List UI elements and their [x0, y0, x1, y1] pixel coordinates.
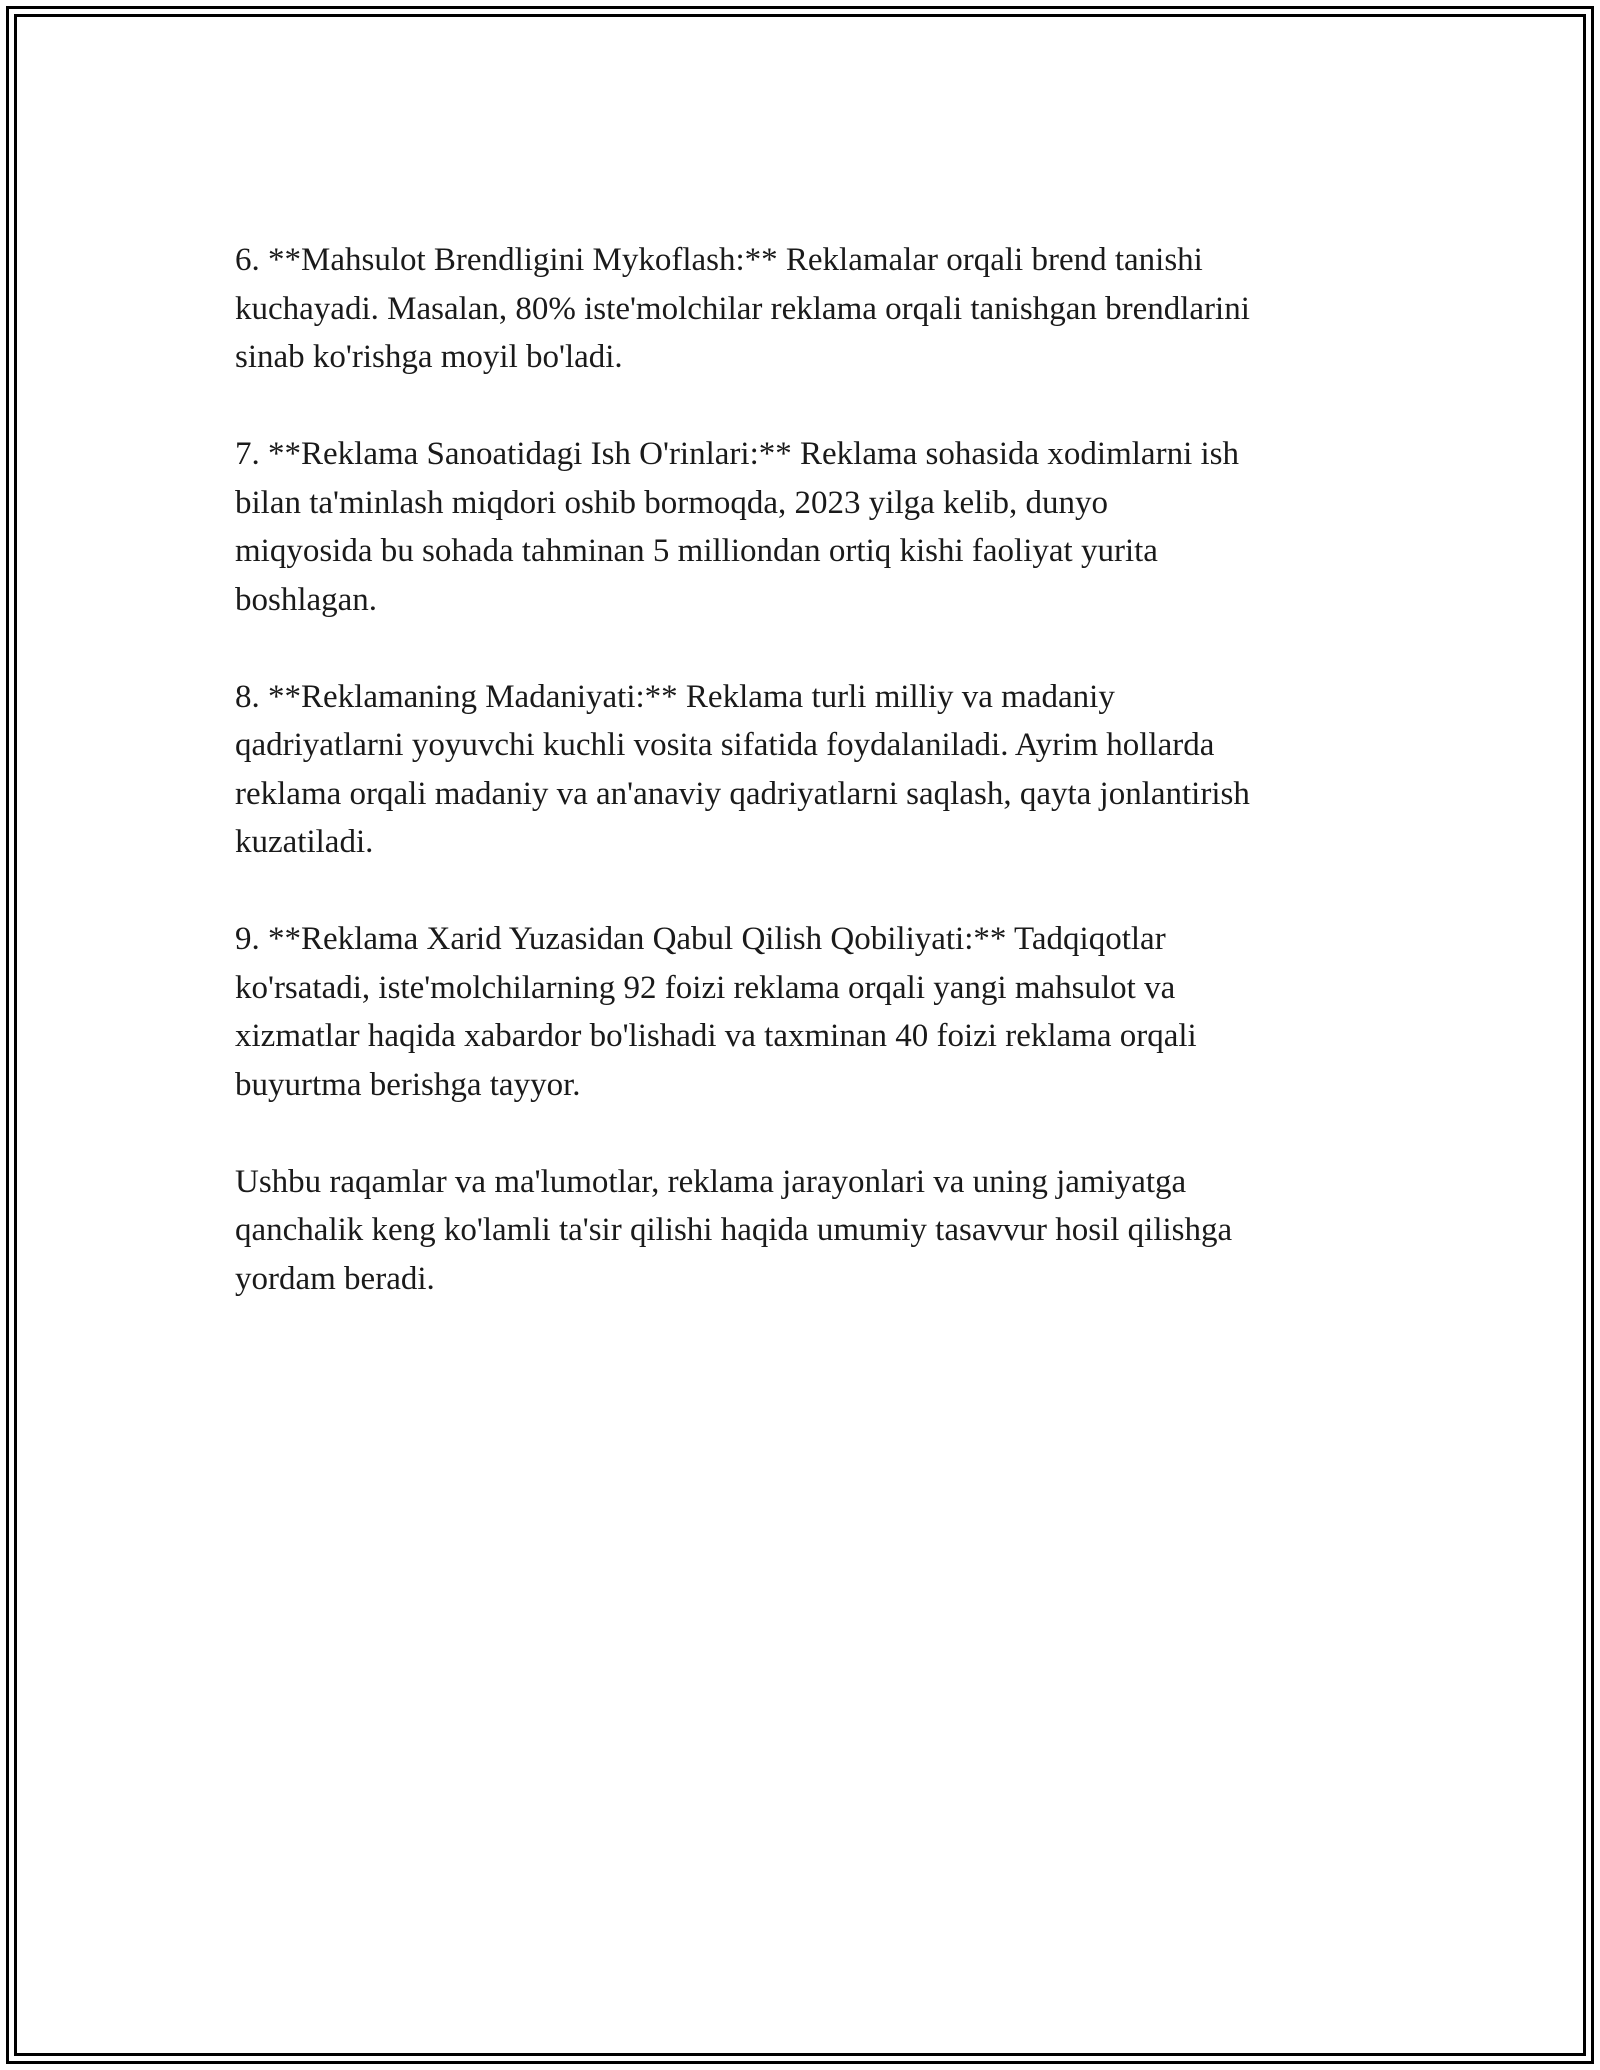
- paragraph-item-8: [235, 673, 1375, 867]
- text-line: kuchayadi. Masalan, 80% iste'molchilar reklama orqali tanishgan brendlarini: [235, 290, 1250, 327]
- text-line: bilan ta'minlash miqdori oshib bormoqda, 2023 yilga kelib, dunyo: [235, 484, 1109, 521]
- text-line: xizmatlar haqida xabardor bo'lishadi va taxminan 40 foizi reklama orqali: [235, 1018, 1197, 1054]
- text-line: sinab ko'rishga moyil bo'ladi.: [235, 339, 623, 375]
- paragraph-item-6: [235, 236, 1375, 382]
- text-line: 7. **Reklama Sanoatidagi Ish O'rinlari:** Reklama sohasida xodimlarni ish: [235, 436, 1240, 472]
- text-line: 9. **Reklama Xarid Yuzasidan Qabul Qilish Qobiliyati:** Tadqiqotlar: [235, 921, 1166, 957]
- text-line: miqyosida bu sohada tahminan 5 milliondan ortiq kishi faoliyat yurita: [235, 533, 1158, 569]
- text-line: yordam beradi.: [235, 1260, 435, 1297]
- text-line: buyurtma berishga tayyor.: [235, 1066, 581, 1103]
- text-line: ko'rsatadi, iste'molchilarning 92 foizi reklama orqali yangi mahsulot va: [235, 969, 1176, 1006]
- text-line: 6. **Mahsulot Brendligini Mykoflash:** Reklamalar orqali brend tanishi: [235, 242, 1203, 278]
- paragraph-item-9: [235, 915, 1375, 1109]
- text-line: Ushbu raqamlar va ma'lumotlar, reklama jarayonlari va uning jamiyatga: [235, 1163, 1187, 1200]
- text-line: kuzatiladi.: [235, 824, 374, 860]
- text-line: qadriyatlarni yoyuvchi kuchli vosita sifatida foydalaniladi. Ayrim hollarda: [235, 727, 1215, 763]
- text-line: qanchalik keng ko'lamli ta'sir qilishi haqida umumiy tasavvur hosil qilishga: [235, 1212, 1233, 1248]
- paragraph-item-7: [235, 430, 1375, 624]
- text-line: 8. **Reklamaning Madaniyati:** Reklama turli milliy va madaniy: [235, 678, 1115, 715]
- paragraph-conclusion: [235, 1158, 1375, 1304]
- text-line: boshlagan.: [235, 581, 378, 618]
- text-line: reklama orqali madaniy va an'anaviy qadriyatlarni saqlash, qayta jonlantirish: [235, 775, 1250, 812]
- document-body: [235, 236, 1375, 1352]
